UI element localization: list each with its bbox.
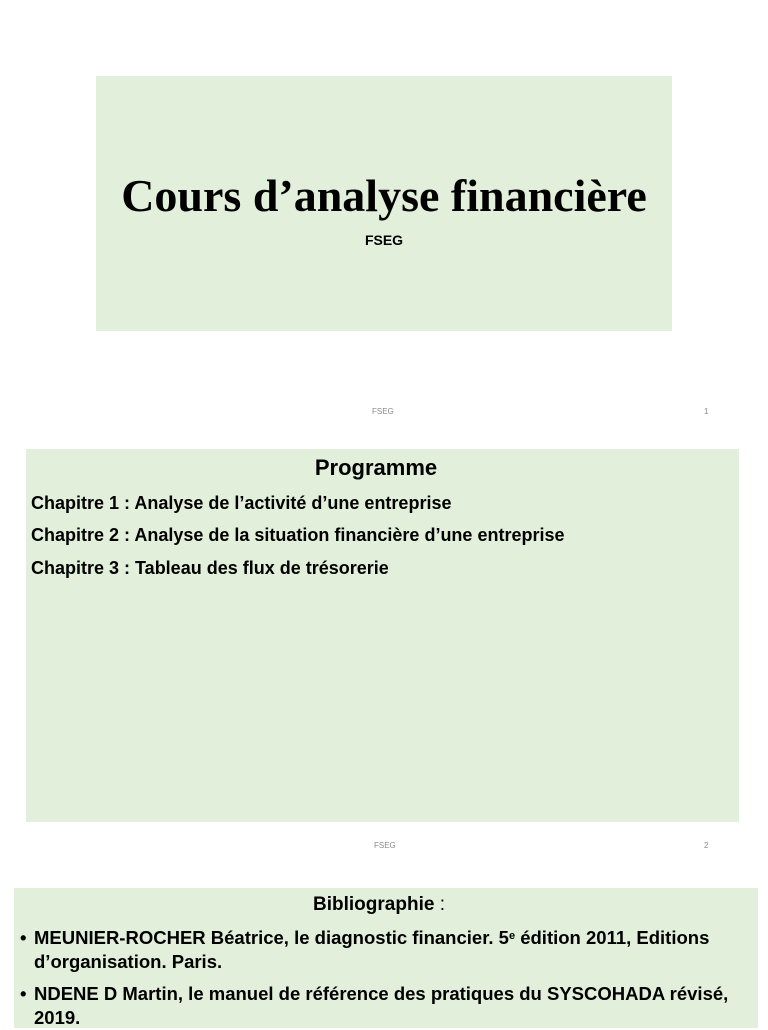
slide2-footer-label: FSEG (374, 841, 396, 850)
slide2-page-number: 2 (704, 841, 709, 850)
course-title: Cours d’analyse financière (121, 170, 647, 221)
bibliography-entry-text: NDENE D Martin, le manuel de référence des pratiques du SYSCOHADA révisé, 2019. (34, 983, 729, 1028)
bibliography-entry (20, 926, 756, 974)
bibliography-entry (20, 982, 756, 1030)
program-heading: Programme (314, 455, 438, 480)
slide1-footer-label: FSEG (372, 407, 394, 416)
chapter-item: Chapitre 1 : Analyse de l’activité d’une entreprise (31, 493, 452, 513)
slide1-page-number: 1 (704, 407, 709, 416)
bullet-icon: • (20, 983, 27, 1004)
chapter-item: Chapitre 3 : Tableau des flux de trésorerie (31, 558, 389, 578)
bibliography-heading-text: Bibliographie (313, 894, 435, 915)
course-subtitle: FSEG (364, 232, 404, 248)
chapter-item: Chapitre 2 : Analyse de la situation financière d’une entreprise (31, 525, 565, 545)
bullet-icon: • (20, 927, 27, 948)
bibliography-entry-text: MEUNIER-ROCHER Béatrice, le diagnostic financier. 5e édition 2011, Editions d’organisation. Paris. (34, 927, 710, 972)
bibliography-heading-colon: : (434, 894, 445, 915)
bibliography-heading (14, 893, 744, 917)
